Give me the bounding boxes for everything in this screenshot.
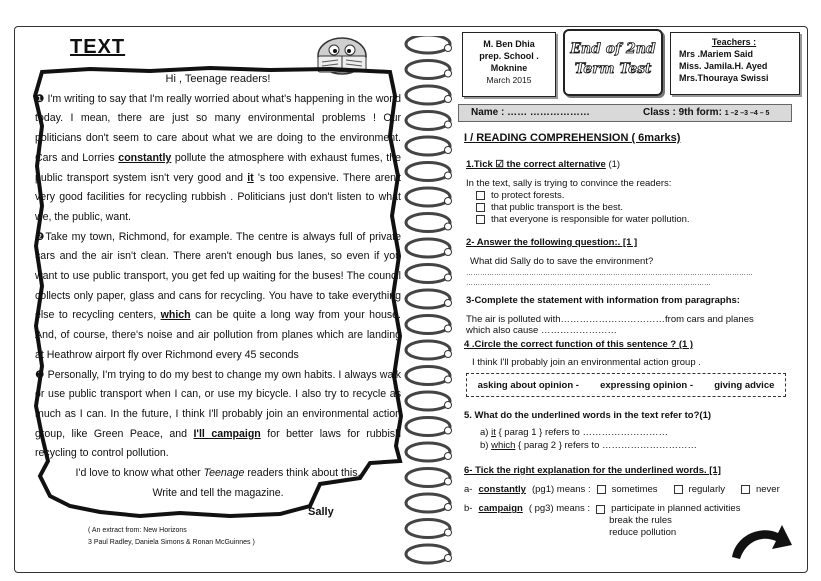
credit-line: 3 Paul Radley, Daniela Simons & Ronan McGuinnes ) — [88, 539, 255, 546]
item-label: a- — [464, 484, 473, 495]
spiral-ring — [406, 163, 450, 181]
text-title: TEXT — [70, 36, 126, 58]
paragraph-5: Write and tell the magazine. — [152, 486, 284, 499]
answer-line[interactable]: …………………………………………………………………………………………………………… — [466, 270, 753, 277]
question-5 — [464, 410, 784, 451]
paragraph-text: Take my town, Richmond, for example. The centre is always full of private cars and the air isn't clean. There aren't enough bus lanes, so even if you want to use public transport, you get fed up waiting for the buses! The council collects only paper, glass and cans for recycling. You have to take everything else to recycling centers, — [35, 230, 401, 322]
teachers-box — [670, 32, 800, 95]
class-numbers: 1 –2 –3 –4 – 5 — [724, 110, 770, 117]
spiral-ring — [406, 239, 450, 257]
item-label: ( pg3) means : — [528, 503, 591, 514]
spiral-ring — [406, 36, 450, 53]
school-info-box — [462, 32, 556, 97]
checkbox[interactable] — [596, 530, 603, 537]
statement-line[interactable]: The air is polluted with……………………………from cars and planes — [466, 314, 754, 325]
question-heading: 6- Tick the right explanation for the underlined words. [1] — [464, 465, 721, 476]
option-2[interactable] — [476, 201, 786, 213]
spiral-ring — [406, 290, 450, 308]
checkbox[interactable] — [476, 191, 485, 200]
paragraph-1 — [35, 90, 401, 228]
paragraph-text: for better laws for rubbish recycling to control pollution. — [35, 427, 401, 460]
credit-line: ( An extract from: New Horizons — [88, 527, 187, 534]
option-label: to protect forests. — [491, 189, 565, 201]
spiral-ring — [406, 520, 450, 538]
reference-b — [480, 440, 784, 451]
question-4 — [464, 339, 784, 368]
teachers-label: Teachers : — [711, 37, 757, 47]
binding-hole — [445, 453, 452, 460]
underlined-word-it: it — [247, 171, 254, 184]
school-line: M. Ben Dhia — [483, 39, 535, 49]
item-label: b) — [480, 440, 492, 451]
spiral-ring — [406, 86, 450, 104]
binding-hole — [445, 555, 452, 562]
reference-a — [480, 427, 784, 438]
teacher-name: Mrs .Mariem Said — [679, 49, 754, 59]
binding-hole — [445, 147, 452, 154]
paragraph-text: 's too expensive. There aren't very good facilities for recycling rubbish . Politicians just don't listen to what we, the public, want. — [35, 171, 402, 223]
test-title-line: End of 2nd — [570, 41, 656, 57]
item-label: (pg1) means : — [531, 484, 591, 495]
binding-hole — [445, 121, 452, 128]
item-word: which — [491, 440, 516, 451]
name-field[interactable]: Name : …… ……………… — [471, 107, 590, 118]
item-word: constantly — [478, 484, 526, 495]
item-word: it — [491, 427, 496, 438]
spiral-ring — [406, 469, 450, 487]
option-3[interactable] — [476, 213, 786, 225]
binding-hole — [445, 249, 452, 256]
explanation-a — [464, 484, 794, 495]
question-heading: 5. What do the underlined words in the text refer to?(1) — [464, 410, 712, 421]
item-word: campaign — [478, 503, 523, 514]
functions-box — [466, 373, 786, 397]
question-stem: I think I'll probably join an environmental action group . — [472, 357, 701, 368]
binding-hole — [445, 325, 452, 332]
greeting: Hi , Teenage readers! — [165, 73, 271, 85]
source-credit — [88, 525, 255, 549]
spiral-ring — [406, 443, 450, 461]
spiral-ring — [406, 61, 450, 79]
paragraph-text: I'm writing to say that I'm really worried about what's happening in the world today. I mean, there are just so many environmental problems ! Our politicians don't seem to care about what we are doing to the environment. Cars and Lorries — [35, 92, 402, 164]
paragraph-text: can be quite a long way from your house. And, of course, there's noise and air pollution from planes which are landing at Heathrow airport fly over Richmond every 45 seconds — [35, 309, 401, 361]
checkbox[interactable] — [476, 203, 485, 212]
paragraph-number: ❸ — [35, 368, 45, 381]
option-label: sometimes — [611, 484, 658, 495]
checkbox[interactable] — [597, 485, 606, 494]
class-label: Class : 9th form: — [643, 107, 725, 118]
question-3 — [466, 295, 786, 336]
paragraph-text: pollute the atmosphere with exhaust fumes, the public transport system isn't very good and — [35, 151, 401, 184]
signature: Sally — [308, 506, 334, 518]
checkbox[interactable] — [596, 518, 603, 525]
option-label: break the rules — [609, 515, 672, 526]
spiral-ring — [406, 392, 450, 410]
paragraph-text: Personally, I'm trying to do my best to change my own habits. I always walk or use public transport when I can, or use my bicycle. I also try to recycle as much as I can. In the future, I think I'll probably join an environmental action group, like Green Peace, and — [35, 368, 401, 440]
teacher-name: Mrs.Thouraya Swissi — [679, 73, 769, 83]
paragraph-2 — [35, 228, 401, 366]
question-stem: What did Sally do to save the environment? — [470, 256, 654, 267]
statement-line[interactable]: which also cause …………………… — [466, 325, 617, 336]
option-label: participate in planned activities — [611, 503, 741, 514]
spiral-ring — [406, 367, 450, 385]
binding-hole — [445, 478, 452, 485]
binding-hole — [445, 376, 452, 383]
checkbox[interactable] — [596, 505, 605, 514]
binding-hole — [445, 529, 452, 536]
binding-hole — [445, 172, 452, 179]
question-stem: In the text, sally is trying to convince the readers: — [466, 178, 672, 189]
paragraph-number: ❷ — [35, 230, 46, 243]
spiral-ring — [406, 188, 450, 206]
paragraph-text: readers think about this. — [244, 467, 361, 480]
spiral-ring — [406, 316, 450, 334]
checkbox[interactable] — [476, 215, 485, 224]
option-1[interactable] — [476, 189, 786, 201]
spiral-ring — [406, 214, 450, 232]
answer-line[interactable]: …………………………………………………………………………………………… — [466, 280, 711, 287]
paragraph-3 — [35, 366, 401, 465]
checkbox[interactable] — [674, 485, 683, 494]
function-option[interactable]: giving advice — [714, 379, 775, 391]
spiral-ring — [406, 265, 450, 283]
function-option[interactable]: asking about opinion - — [477, 379, 579, 391]
binding-hole — [445, 351, 452, 358]
school-line: prep. School . — [479, 51, 539, 61]
question-heading: 1.Tick ☑ the correct alternative — [466, 159, 606, 170]
underlined-word-campaign: I'll campaign — [193, 427, 261, 440]
paragraph-text: I'd love to know what other — [75, 467, 204, 480]
option-label: reduce pollution — [609, 527, 677, 538]
underlined-word-constantly: constantly — [118, 151, 172, 164]
spiral-ring — [406, 112, 450, 130]
binding-hole — [445, 96, 452, 103]
spiral-ring — [406, 494, 450, 512]
turn-page-arrow-icon — [726, 515, 796, 565]
question-1 — [466, 159, 786, 225]
spiral-ring — [406, 545, 450, 563]
spiral-binding — [400, 36, 460, 576]
item-answer[interactable]: { parag 2 } refers to ………………………… — [515, 440, 697, 451]
question-heading: 3-Complete the statement with information from paragraphs: — [466, 295, 740, 306]
item-label: b- — [464, 503, 473, 514]
question-2 — [466, 237, 786, 287]
school-line: Moknine — [490, 63, 528, 73]
exam-date: March 2015 — [486, 75, 532, 85]
name-class-bar — [458, 104, 792, 122]
underlined-word-which: which — [160, 309, 191, 322]
binding-hole — [445, 70, 452, 77]
spiral-ring — [406, 341, 450, 359]
question-heading: 2- Answer the following question:. [1 ] — [466, 237, 638, 248]
italic-word: Teenage — [203, 467, 245, 480]
binding-hole — [445, 274, 452, 281]
option-label: that public transport is the best. — [491, 201, 624, 213]
item-answer[interactable]: { parag 1 } refers to ……………………… — [495, 427, 668, 438]
option-label: that everyone is responsible for water pollution. — [491, 213, 690, 225]
binding-hole — [445, 427, 452, 434]
class-field — [643, 107, 769, 118]
binding-hole — [445, 300, 452, 307]
binding-hole — [445, 198, 452, 205]
option-label: never — [755, 484, 780, 495]
function-option[interactable]: expressing opinion - — [600, 379, 694, 391]
binding-hole — [445, 504, 452, 511]
teacher-name: Miss. Jamila.H. Ayed — [679, 61, 768, 71]
question-heading: 4 .Circle the correct function of this sentence ? (1 ) — [464, 339, 694, 350]
test-title-line: Term Test — [574, 61, 652, 77]
spiral-ring — [406, 137, 450, 155]
spiral-ring — [406, 418, 450, 436]
option-label: regularly — [688, 484, 725, 495]
paragraph-4 — [35, 464, 401, 484]
checkbox[interactable] — [741, 485, 750, 494]
binding-hole — [445, 223, 452, 230]
test-title-box — [563, 29, 663, 96]
question-mark: (1) — [605, 159, 621, 170]
section-title: I / READING COMPREHENSION ( 6marks) — [464, 132, 681, 144]
paragraph-number: ❶ — [35, 92, 45, 105]
reading-text — [35, 70, 401, 503]
binding-hole — [445, 45, 452, 52]
item-label: a) — [480, 427, 492, 438]
binding-hole — [445, 402, 452, 409]
